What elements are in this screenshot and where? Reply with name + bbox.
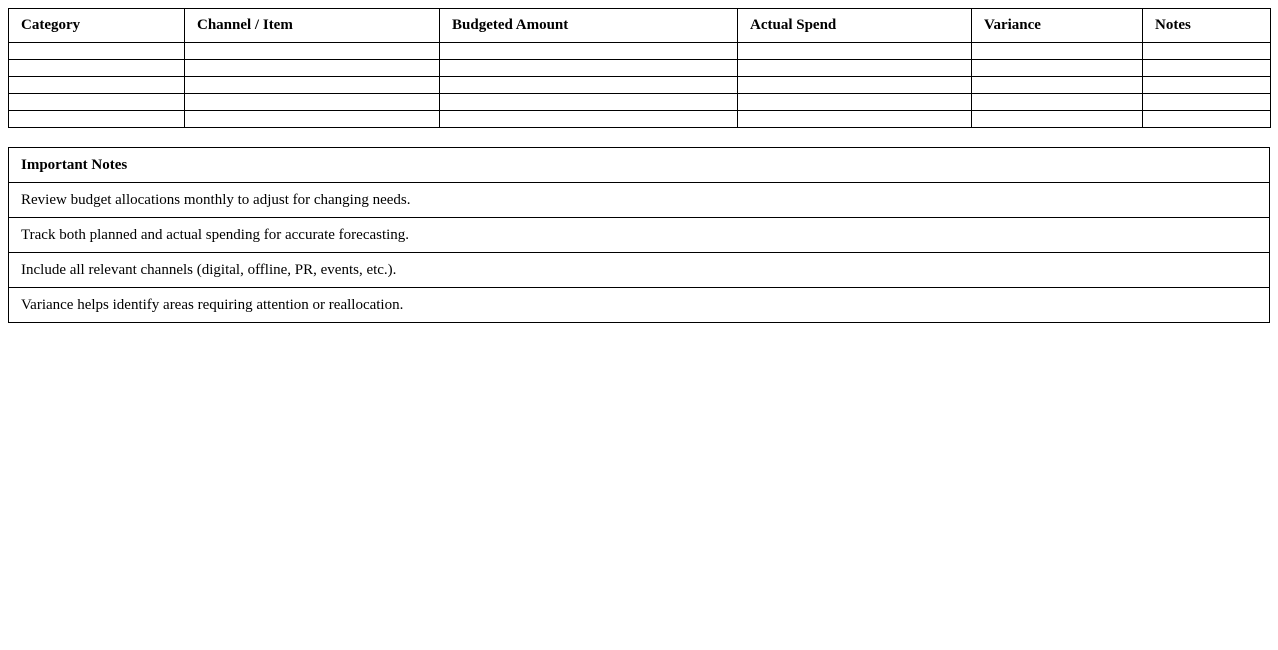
table-row [9, 77, 1271, 94]
note-row [9, 183, 1270, 218]
category-cell [9, 111, 185, 128]
variance-cell [972, 111, 1143, 128]
actual-spend-cell [738, 60, 972, 77]
variance-cell [972, 77, 1143, 94]
note-row [9, 218, 1270, 253]
budget-table [8, 8, 1271, 128]
notes-cell [1143, 94, 1271, 111]
budgeted-amount-cell [440, 111, 738, 128]
column-header-channel-item: Channel / Item [185, 9, 440, 43]
category-cell [9, 94, 185, 111]
note-row [9, 253, 1270, 288]
column-header-notes: Notes [1143, 9, 1271, 43]
column-header-category: Category [9, 9, 185, 43]
budget-table-header-row [9, 9, 1271, 43]
note-item: Variance helps identify areas requiring attention or reallocation. [9, 288, 1270, 323]
channel-item-cell [185, 77, 440, 94]
notes-cell [1143, 111, 1271, 128]
column-header-actual-spend: Actual Spend [738, 9, 972, 43]
actual-spend-cell [738, 77, 972, 94]
actual-spend-cell [738, 43, 972, 60]
table-row [9, 94, 1271, 111]
note-item: Include all relevant channels (digital, offline, PR, events, etc.). [9, 253, 1270, 288]
column-header-budgeted-amount: Budgeted Amount [440, 9, 738, 43]
category-cell [9, 77, 185, 94]
channel-item-cell [185, 94, 440, 111]
table-row [9, 60, 1271, 77]
table-row [9, 111, 1271, 128]
actual-spend-cell [738, 111, 972, 128]
important-notes-header-row [9, 148, 1270, 183]
note-item: Track both planned and actual spending for accurate forecasting. [9, 218, 1270, 253]
important-notes-table [8, 147, 1270, 323]
category-cell [9, 43, 185, 60]
table-row [9, 43, 1271, 60]
budgeted-amount-cell [440, 43, 738, 60]
budgeted-amount-cell [440, 60, 738, 77]
note-item: Review budget allocations monthly to adjust for changing needs. [9, 183, 1270, 218]
important-notes-title: Important Notes [9, 148, 1270, 183]
variance-cell [972, 43, 1143, 60]
notes-cell [1143, 43, 1271, 60]
variance-cell [972, 94, 1143, 111]
budgeted-amount-cell [440, 77, 738, 94]
notes-cell [1143, 77, 1271, 94]
channel-item-cell [185, 43, 440, 60]
channel-item-cell [185, 111, 440, 128]
note-row [9, 288, 1270, 323]
variance-cell [972, 60, 1143, 77]
actual-spend-cell [738, 94, 972, 111]
category-cell [9, 60, 185, 77]
column-header-variance: Variance [972, 9, 1143, 43]
channel-item-cell [185, 60, 440, 77]
budgeted-amount-cell [440, 94, 738, 111]
notes-cell [1143, 60, 1271, 77]
